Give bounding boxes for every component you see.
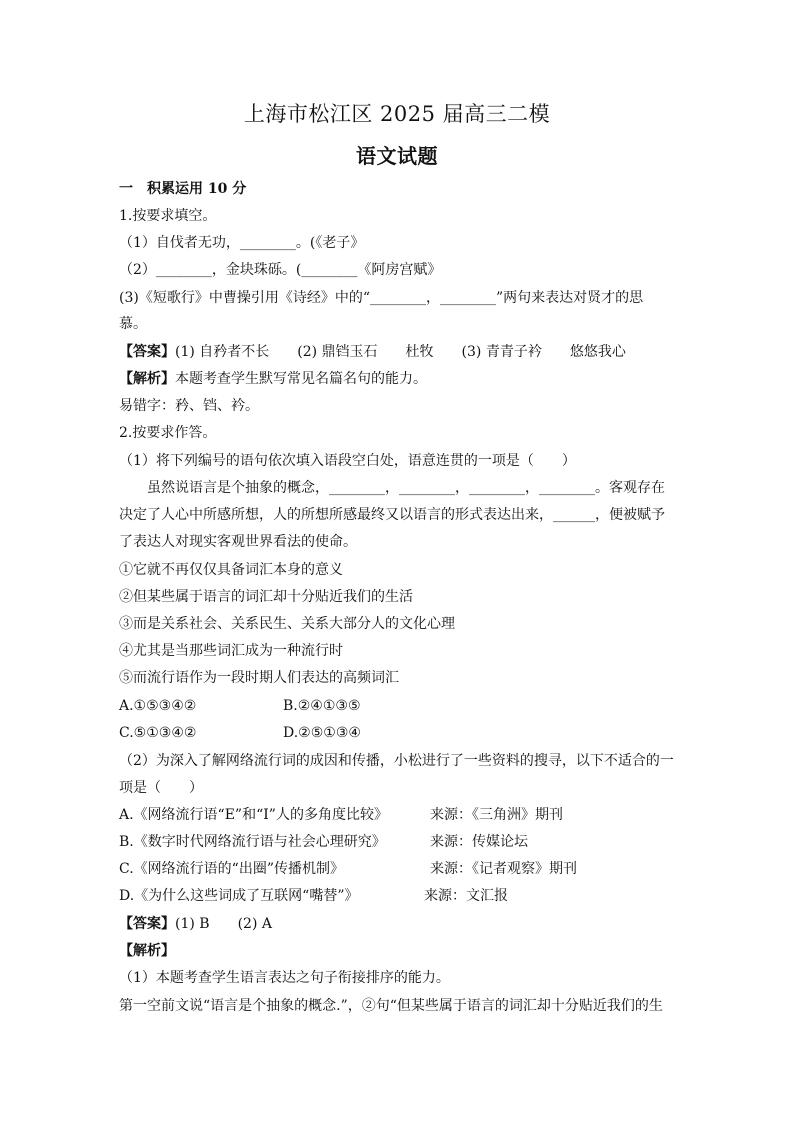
analysis-label: 【解析】 — [119, 371, 175, 387]
q2-choice-row-1 — [119, 696, 679, 716]
resource-title: A.《网络流行语“E”和“I”人的多角度比较》 — [119, 807, 388, 823]
q2-answer — [119, 914, 679, 934]
resource-source: 来源：传媒论坛 — [430, 834, 528, 850]
q2-analysis-1: （1）本题考查学生语言表达之句子衔接排序的能力。 — [119, 970, 450, 986]
q1-stem: 1.按要求填空。 — [119, 208, 217, 224]
page-subtitle: 语文试题 — [356, 144, 438, 168]
q2-passage-1: 虽然说语言是个抽象的概念，________，________，________，________。客观存在 — [147, 480, 665, 496]
q2-sentence-4: ④尤其是当那些词汇成为一种流行时 — [119, 643, 343, 659]
q1-item-2: （2）________，金块珠砾。(________《阿房宫赋》 — [119, 262, 442, 278]
q2-sub2-cont: 项是（ ） — [119, 780, 203, 796]
q1-item-3: (3)《短歌行》中曹操引用《诗经》中的“________，________”两句来表达对贤才的思 — [119, 290, 644, 306]
q2-resource-b — [119, 832, 679, 852]
q2-sentence-2: ②但某些属于语言的词汇却十分贴近我们的生活 — [119, 589, 413, 605]
q2-sub1: （1）将下列编号的语句依次填入语段空白处，语意连贯的一项是（ ） — [119, 453, 576, 469]
q1-analysis — [119, 369, 679, 389]
resource-title: C.《网络流行语的“出圈”传播机制》 — [119, 861, 344, 877]
q1-answer — [119, 342, 679, 362]
answer-text: (1) 自矜者不长 (2) 鼎铛玉石 杜牧 (3) 青青子衿 悠悠我心 — [175, 344, 626, 360]
resource-source: 来源：文汇报 — [424, 888, 508, 904]
q1-item-1: （1）自伐者无功，________。(《老子》 — [119, 235, 365, 251]
answer-text: (1) B (2) A — [175, 916, 272, 932]
q2-passage-3: 了表达人对现实客观世界看法的使命。 — [119, 534, 357, 550]
choice-a: A.①⑤③④② — [119, 698, 197, 714]
resource-source: 来源：《记者观察》期刊 — [430, 861, 577, 877]
q2-sentence-1: ①它就不再仅仅具备词汇本身的意义 — [119, 562, 343, 578]
resource-title: B.《数字时代网络流行语与社会心理研究》 — [119, 834, 386, 850]
q2-resource-a — [119, 805, 679, 825]
q2-sentence-5: ⑤而流行语作为一段时期人们表达的高频词汇 — [119, 670, 399, 686]
choice-c: C.⑤①③④② — [119, 725, 197, 741]
q2-sub2: （2）为深入了解网络流行词的成因和传播，小松进行了一些资料的搜寻，以下不适合的一 — [119, 753, 674, 769]
analysis-text: 本题考查学生默写常见名篇名句的能力。 — [175, 371, 427, 387]
q2-analysis-label: 【解析】 — [119, 943, 175, 959]
q2-resource-d — [119, 886, 679, 906]
answer-label: 【答案】 — [119, 344, 175, 360]
q2-choice-row-2 — [119, 723, 679, 743]
q2-analysis-2: 第一空前文说“语言是个抽象的概念.”，②句“但某些属于语言的词汇却十分贴近我们的生 — [119, 998, 663, 1014]
q2-resource-c — [119, 859, 679, 879]
choice-b: B.②④①③⑤ — [283, 698, 361, 714]
q2-passage-2: 决定了人心中所感所想，人的所想所感最终又以语言的形式表达出来，______，便被赋予 — [119, 507, 665, 523]
resource-title: D.《为什么这些词成了互联网“嘴替”》 — [119, 888, 359, 904]
page-title: 上海市松江区 2025 届高三二模 — [243, 102, 551, 126]
q1-typo-note: 易错字：矜、铛、衿。 — [119, 398, 259, 414]
section-heading: 一 积累运用 10 分 — [119, 181, 247, 197]
q1-item-3-cont: 慕。 — [119, 316, 147, 332]
resource-source: 来源：《三角洲》期刊 — [430, 807, 563, 823]
q2-sentence-3: ③而是关系社会、关系民生、关系大部分人的文化心理 — [119, 616, 455, 632]
answer-label: 【答案】 — [119, 916, 175, 932]
choice-d: D.②⑤①③④ — [283, 725, 361, 741]
q2-stem: 2.按要求作答。 — [119, 425, 217, 441]
